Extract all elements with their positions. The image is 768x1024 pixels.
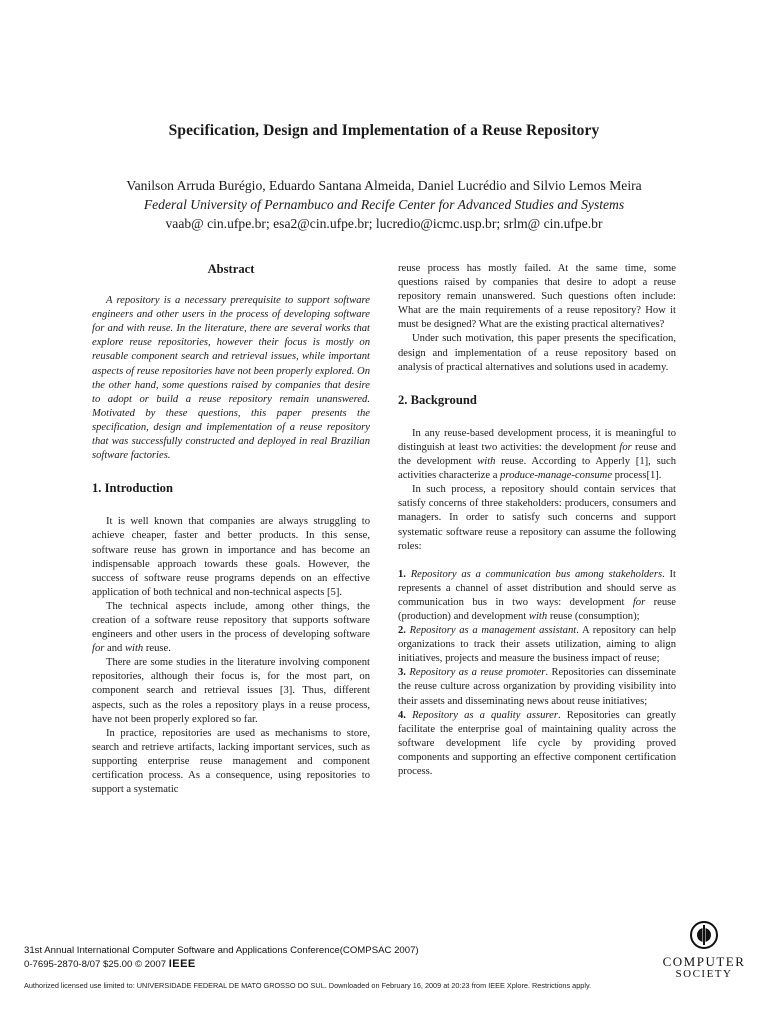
intro-paragraph-3: There are some studies in the literature involving component repositories, although their focus is, for the most part, on component search and retrieval issues [3]. Thus, different aspects, such as the roles a repository plays in a reuse process, have not been properly explored so far. [92, 657, 370, 725]
paper-title: Specification, Design and Implementation of a Reuse Repository [168, 122, 600, 139]
role-item-4: 4. Repository as a quality assurer. Repositories can greatly facilitate the enterprise goal of maintaining quality across the software development life cycle by providing proved components and supporting an effective component certification process. [398, 709, 677, 777]
background-paragraph-1: In any reuse-based development process, it is meaningful to distinguish at least two activities: the development for reuse and the development with reuse. According to Apperly [1], such activities characterize a produce-manage-consume process[1]. [398, 427, 676, 482]
author-block [40, 176, 728, 233]
ieee-logo: IEEE [168, 957, 196, 970]
license-notice: Authorized licensed use limited to: UNIVERSIDADE FEDERAL DE MATO GROSSO DO SUL. Downloaded on February 16, 2009 at 20:23 from IEEE Xplore. Restrictions apply. [24, 981, 592, 990]
role-item-2: 2. Repository as a management assistant. A repository can help organizations to track their assets utilization, aiming to align initiatives, projects and measure the business impact of reuse; [398, 625, 677, 665]
intro-paragraph-2: The technical aspects include, among other things, the creation of a software reuse repository that supports software engineers and other users in the process of developing software for and with reuse. [92, 600, 370, 655]
author-emails: vaab@ cin.ufpe.br; esa2@cin.ufpe.br; lucredio@icmc.usp.br; srlm@ cin.ufpe.br [165, 216, 603, 231]
conference-name: 31st Annual International Computer Software and Applications Conference(COMPSAC 2007) [24, 945, 419, 956]
author-names: Vanilson Arruda Burégio, Eduardo Santana Almeida, Daniel Lucrédio and Silvio Lemos Meira [126, 178, 642, 193]
intro-paragraph-motivation: Under such motivation, this paper presents the specification, design and implementation of a reuse repository based on analysis of practical alternatives and solutions used in academy. [398, 333, 676, 373]
computer-society-logo [660, 920, 748, 980]
roles-list [398, 554, 676, 779]
conference-footer [24, 945, 419, 971]
intro-paragraph-1: It is well known that companies are always struggling to achieve cheaper, faster and better products. In this sense, software reuse has grown in importance and has become an indispensable approach towards these goals. However, the success of software reuse programs depends on an effective application of both technical and non-technical aspects [5]. [92, 516, 370, 598]
intro-paragraph-4: In practice, repositories are used as mechanisms to store, search and retrieve artifacts, lacking important services, such as supporting enterprise reuse management and component certification process. As a consequence, using repositories to support a systematic [92, 727, 370, 796]
section-heading-introduction: 1. Introduction [92, 481, 173, 496]
background-paragraph-2: In such process, a repository should contain services that satisfy concerns of three stakeholders: producers, consumers and managers. In order to satisfy such concerns and support systematic software reuse a repository can assume the following roles: [398, 484, 676, 552]
author-affiliation: Federal University of Pernambuco and Recife Center for Advanced Studies and Systems [143, 197, 625, 212]
isbn-line: 0-7695-2870-8/07 $25.00 © 2007 IEEE [24, 957, 196, 970]
right-column [398, 262, 676, 779]
intro-paragraph-continued: reuse process has mostly failed. At the same time, some questions raised by companies that desire to adopt a reuse repository remain unanswered. Such questions often include: What are the main requirements of a reuse repository? How it must be designed? What are the existing practical alternatives? [398, 263, 676, 331]
abstract-heading: Abstract [207, 262, 255, 276]
left-column [92, 262, 370, 797]
role-item-1: 1. Repository as a communication bus among stakeholders. It represents a channel of asset distribution and should serve as communication bus in two ways: development for reuse (production) and development with reuse (consumption); [398, 568, 676, 622]
role-item-3: 3. Repository as a reuse promoter. Repositories can disseminate the reuse culture across organization by providing visibility into their assets and disseminating news about reuse initiatives; [398, 667, 676, 707]
cs-logo-line-1: COMPUTER [662, 954, 746, 969]
abstract-text: A repository is a necessary prerequisite to support software engineers and other users in the process of developing software for and with reuse. In the literature, there are several works that explore reuse repositories, however their focus is mostly on reusable component search and retrieval issues, while important aspects of reuse repositories have not been properly explored. On the other hand, some questions raised by companies that desire to adopt or build a reuse repository remain unanswered. Motivated by these questions, this paper presents the specification, design and implementation of a reuse repository that was successfully constructed and deployed in real Brazilian software factories. [92, 295, 370, 462]
section-heading-background: 2. Background [398, 392, 477, 407]
cs-logo-line-2: SOCIETY [675, 968, 733, 980]
computer-society-emblem-icon [689, 920, 719, 950]
